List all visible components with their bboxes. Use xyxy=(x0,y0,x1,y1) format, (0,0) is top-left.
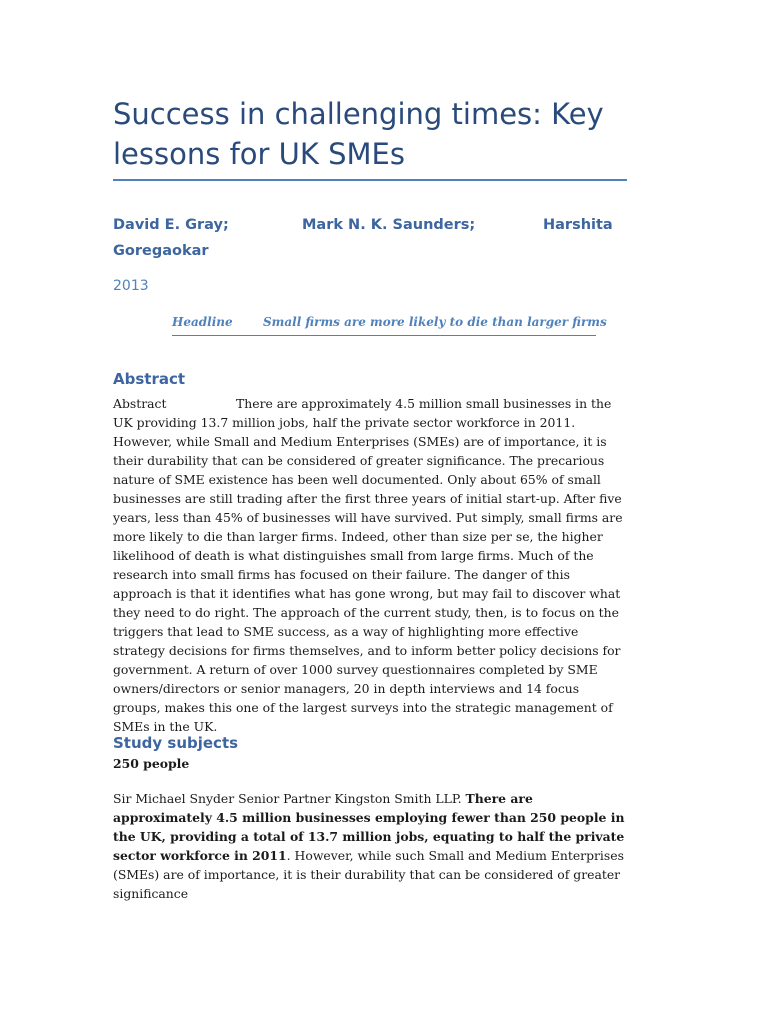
quote-source: Sir Michael Snyder Senior Partner Kingston Smith LLP. xyxy=(113,791,462,806)
author-3-last: Goregaokar xyxy=(113,243,209,259)
abstract-body: There are approximately 4.5 million small businesses in the UK providing 13.7 million jobs, half the private sector workforce in 2011. However, while Small and Medium Enterprises (SMEs) are of importance, it is their durability that can be considered of greater significance. The precarious nature of SME existence has been well documented. Only about 65% of small businesses are still trading after the first three years of initial start-up. After five years, less than 45% of businesses will have survived. Put simply, small firms are more likely to die than larger firms. Indeed, other than size per se, the higher likelihood of death is what distinguishes small from large firms. Much of the research into small firms has focused on their failure. The danger of this approach is that it identifies what has gone wrong, but may fail to discover what they need to do right. The approach of the current study, then, is to focus on the triggers that lead to SME success, as a way of highlighting more effective strategy decisions for firms themselves, and to inform better policy decisions for government. A return of over 1000 survey questionnaires completed by SME owners/directors or senior managers, 20 in depth interviews and 14 focus groups, makes this one of the largest surveys into the strategic management of SMEs in the UK. xyxy=(113,396,623,734)
study-subjects-count: 250 people xyxy=(113,756,190,771)
quote-bold-text: There are approximately 4.5 million businesses employing fewer than 250 people in the UK, providing a total of 13.7 million jobs, equating to half the private sector workforce in 2011 xyxy=(113,791,625,863)
headline-text: Small firms are more likely to die than larger firms xyxy=(263,315,607,329)
headline-label: Headline xyxy=(172,315,233,329)
authors-block xyxy=(113,212,628,259)
title-underline-rule xyxy=(113,179,627,181)
author-3-first: Harshita xyxy=(543,217,613,233)
author-2: Mark N. K. Saunders; xyxy=(302,217,476,233)
abstract-heading: Abstract xyxy=(113,370,186,388)
headline-row xyxy=(172,313,607,336)
author-1: David E. Gray; xyxy=(113,217,229,233)
abstract-inline-label: Abstract xyxy=(113,396,167,411)
publication-year: 2013 xyxy=(113,278,149,294)
abstract-paragraph xyxy=(113,394,628,736)
document-title: Success in challenging times: Key lessons for UK SMEs xyxy=(113,97,604,171)
quote-paragraph xyxy=(113,789,628,903)
study-subjects-heading: Study subjects xyxy=(113,734,239,752)
quote-rest-text: . However, while such Small and Medium Enterprises (SMEs) are of importance, it is their durability that can be considered of greater significance xyxy=(113,848,624,901)
